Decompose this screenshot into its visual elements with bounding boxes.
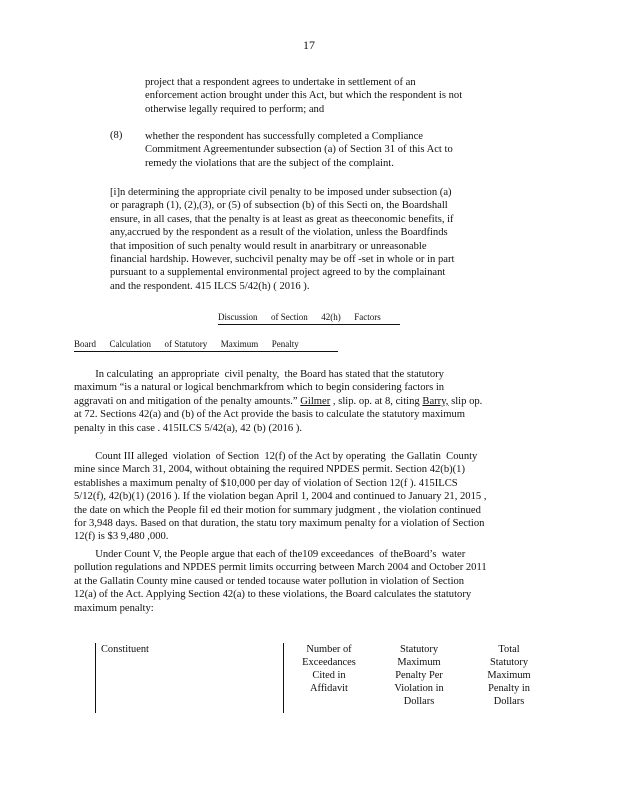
header-line: Affidavit: [310, 683, 348, 694]
header-line: Exceedances: [302, 657, 356, 668]
section-heading: [218, 312, 381, 322]
text-line: 12(f) is $3 9,480 ,000.: [74, 531, 169, 543]
header-line: Number of: [306, 644, 352, 655]
text-line: or paragraph (1), (2),(3), or (5) of subsection (b) of this Secti on, the Boardshall: [110, 200, 448, 212]
header-line: Maximum: [487, 670, 531, 681]
text-line: establishes a maximum penalty of $10,000 per day of violation of Section 12(f ). 415ILCS: [74, 477, 458, 489]
text-line: Count III alleged violation of Section 12(f) of the Act by operating the Gallatin County: [74, 451, 478, 462]
list-item-number: (8): [110, 130, 123, 141]
header-line: Total: [498, 644, 520, 655]
header-line: Violation in: [394, 683, 444, 694]
table-header-row: [96, 643, 555, 713]
header-exceedances: [284, 643, 375, 713]
text-line: 5/12(f), 42(b)(1) (2016 ). If the violation began April 1, 2004 and continued to January 21, 2015 ,: [74, 491, 487, 503]
paragraph-count-v: [74, 548, 508, 615]
text-line: maximum penalty:: [74, 602, 154, 614]
header-line: Penalty in: [488, 683, 530, 694]
header-line: Maximum: [397, 657, 441, 668]
text-line: project that a respondent agrees to undertake in settlement of an: [145, 77, 416, 88]
text-line: whether the respondent has successfully completed a Compliance: [145, 131, 423, 142]
text-line: at 72. Sections 42(a) and (b) of the Act provide the basis to calculate the statutory maximum: [74, 409, 465, 421]
text-line: In calculating an appropriate civil penalty, the Board has stated that the statutory: [74, 369, 444, 380]
header-line: Dollars: [403, 696, 435, 707]
text-line: enforcement action brought under this Act, but which the respondent is not: [145, 90, 463, 102]
text-line: ensure, in all cases, that the penalty is at least as great as theeconomic benefits, if: [110, 213, 454, 225]
continued-paragraph: [145, 76, 507, 116]
heading-text: Board Calculation of Statutory Maximum Penalty: [74, 339, 299, 349]
text-line: otherwise legally required to perform; and: [145, 103, 325, 115]
text-line: penalty in this case . 415ILCS 5/42(a), 42 (b) (2016 ).: [74, 422, 303, 434]
text-line: for 3,948 days. Based on that duration, the statu tory maximum penalty for a violation of Section: [74, 518, 485, 530]
heading-text: Discussion of Section 42(h) Factors: [218, 312, 381, 322]
header-line: Statutory: [489, 657, 529, 668]
text-line: Commitment Agreementunder subsection (a) of Section 31 of this Act to: [145, 144, 453, 156]
text-line: and the respondent. 415 ILCS 5/42(h) ( 2016 ).: [110, 280, 310, 292]
header-line: Dollars: [493, 696, 525, 707]
text-line: 12(a) of the Act. Applying Section 42(a) to these violations, the Board calculates the statutory: [74, 589, 472, 601]
case-citation-gilmer: Gilmer: [300, 395, 331, 407]
text-line: [74, 395, 508, 408]
page-number: 17: [303, 38, 315, 52]
header-line: Statutory: [399, 644, 439, 655]
text-segment: aggravati on and mitigation of the penalty amounts.”: [74, 395, 298, 407]
text-segment: slip op.: [448, 395, 483, 407]
text-line: at the Gallatin County mine caused or tended tocause water pollution in violation of Section: [74, 575, 465, 587]
text-line: that imposition of such penalty would result in anarbitrary or unreasonable: [110, 240, 427, 252]
penalty-table: [95, 643, 554, 713]
heading-underline: [218, 324, 400, 325]
header-line: Penalty Per: [395, 670, 443, 681]
text-line: [i]n determining the appropriate civil penalty to be imposed under subsection (a): [110, 187, 452, 198]
text-line: any,accrued by the respondent as a result of the violation, unless the Boardfinds: [110, 227, 448, 239]
paragraph-calculating: [74, 368, 508, 435]
subsection-heading: [74, 339, 299, 349]
text-segment: , slip. op. at 8, citing: [330, 395, 423, 407]
text-line: maximum “is a natural or logical benchmarkfrom which to begin considering factors in: [74, 382, 445, 394]
text-line: remedy the violations that are the subject of the complaint.: [145, 157, 394, 169]
heading-underline: [74, 351, 338, 352]
text-line: mine since March 31, 2004, without obtaining the required NPDES permit. Section 42(b)(1): [74, 464, 466, 476]
header-total-penalty: [464, 643, 554, 713]
text-line: Under Count V, the People argue that each of the109 exceedances of theBoard’s water: [74, 549, 466, 560]
statute-quote: [110, 186, 504, 293]
case-citation-barry: Barry,: [422, 395, 449, 407]
text-line: pollution regulations and NPDES permit limits occurring between March 2004 and October 2011: [74, 562, 487, 574]
paragraph-count-iii: [74, 450, 508, 544]
header-penalty-per-violation: [374, 643, 464, 713]
header-constituent: Constituent: [96, 643, 284, 713]
list-item-8: [145, 130, 497, 170]
header-line: Cited in: [312, 670, 346, 681]
text-line: pursuant to a supplemental environmental project agreed to by the complainant: [110, 267, 446, 279]
text-line: the date on which the People fil ed their motion for summary judgment , the violation continued: [74, 504, 481, 516]
text-line: financial hardship. However, suchcivil penalty may be off -set in whole or in part: [110, 254, 455, 266]
